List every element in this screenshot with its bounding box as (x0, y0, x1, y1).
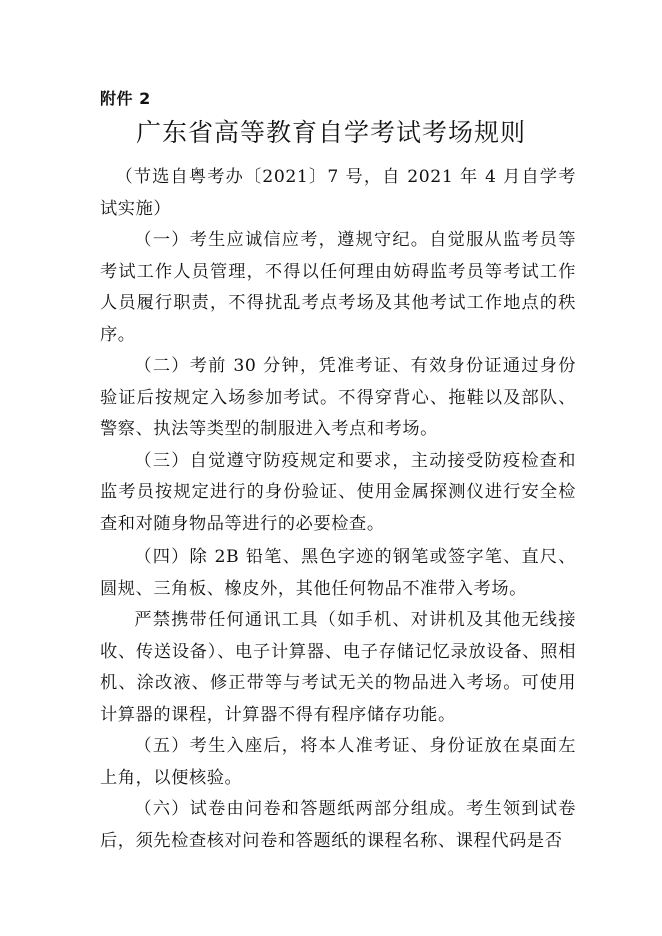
document-body (100, 162, 576, 857)
rule-paragraph-1: （一）考生应诚信应考，遵规守纪。自觉服从监考员等考试工作人员管理，不得以任何理由妨碍监考员等考试工作人员履行职责，不得扰乱考点考场及其他考试工作地点的秩序。 (100, 230, 576, 345)
rule-paragraph-3: （三）自觉遵守防疫规定和要求，主动接受防疫检查和监考员按规定进行的身份验证、使用金属探测仪进行安全检查和对随身物品等进行的必要检查。 (100, 450, 576, 534)
source-note: （节选自粤考办〔2021〕7 号，自 2021 年 4 月自学考试实施） (100, 167, 576, 219)
rule-paragraph-2: （二）考前 30 分钟，凭准考证、有效身份证通过身份验证后按规定入场参加考试。不得穿背心、拖鞋以及部队、警察、执法等类型的制服进入考点和考场。 (100, 356, 576, 439)
rule-paragraph-5: （五）考生入座后，将本人准考证、身份证放在桌面左上角，以便核验。 (100, 736, 576, 788)
document-title: 广东省高等教育自学考试考场规则 (135, 118, 526, 147)
rule-paragraph-6: （六）试卷由问卷和答题纸两部分组成。考生领到试卷后，须先检查核对问卷和答题纸的课程名称、课程代码是否 (100, 799, 576, 851)
attachment-label: 附件 2 (100, 89, 151, 108)
rule-paragraph-4: （四）除 2B 铅笔、黑色字迹的钢笔或签字笔、直尺、圆规、三角板、橡皮外，其他任何物品不准带入考场。 (100, 547, 576, 599)
rule-paragraph-4-prohibited-items: 严禁携带任何通讯工具（如手机、对讲机及其他无线接收、传送设备）、电子计算器、电子存储记忆录放设备、照相机、涂改液、修正带等与考试无关的物品进入考场。可使用计算器的课程，计算器不得有程序储存功能。 (100, 610, 576, 725)
